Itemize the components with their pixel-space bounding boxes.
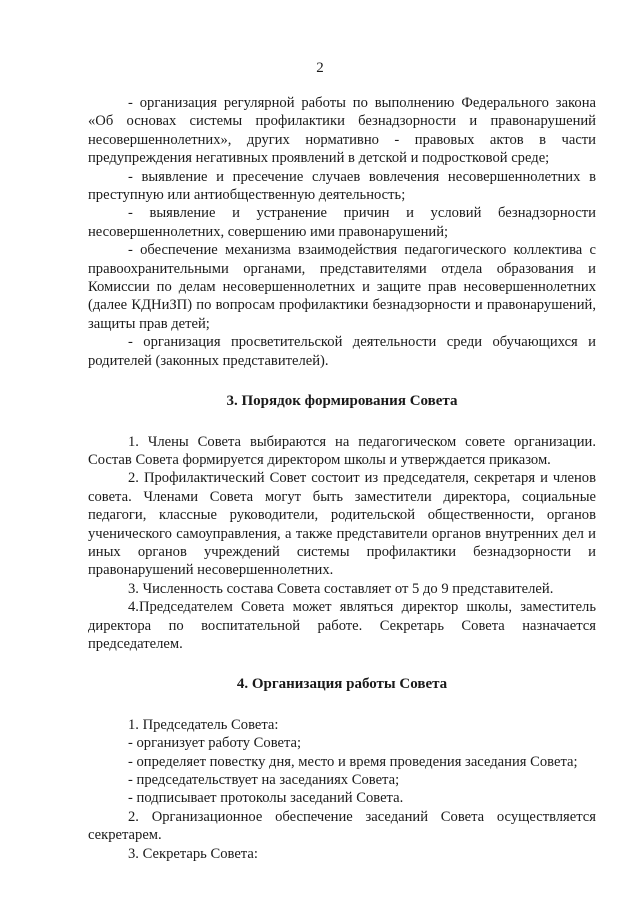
paragraph: 1. Члены Совета выбираются на педагогическом совете организации. Состав Совета формируется директором школы и утверждается приказом. [88, 433, 596, 468]
paragraph: 1. Председатель Совета: [128, 716, 279, 733]
list-item: - председательствует на заседаниях Совета; [128, 772, 400, 788]
list-item: - обеспечение механизма взаимодействия педагогического коллектива с правоохранительными органами, представителями отдела образования и Комиссии по делам несовершеннолетних и защите прав несовершеннолетних (далее КДНиЗП) по вопросам профилактики безнадзорности и правонарушений, защиты прав детей; [88, 242, 596, 332]
list-item: - организация регулярной работы по выполнению Федерального закона «Об основах системы профилактики безнадзорности и правонарушений несовершеннолетних», других нормативно - правовых актов в части предупреждения негативных проявлений в детской и подростковой среде; [88, 95, 596, 167]
section-heading: 3. Порядок формирования Совета [226, 393, 458, 410]
list-item: - выявление и устранение причин и условий безнадзорности несовершеннолетних, совершению ими правонарушений; [88, 205, 596, 240]
paragraph: 3. Численность состава Совета составляет от 5 до 9 представителей. [128, 580, 554, 597]
list-item: - определяет повестку дня, место и время проведения заседания Совета; [128, 753, 578, 770]
paragraph: 4.Председателем Совета может являться директор школы, заместитель директора по воспитательной работе. Секретарь Совета назначается председателем. [88, 599, 596, 652]
page-number: 2 [316, 60, 324, 76]
paragraph: 2. Организационное обеспечение заседаний Совета осуществляется секретарем. [88, 808, 596, 844]
list-item: - организует работу Совета; [128, 735, 302, 752]
list-item: - организация просветительской деятельности среди обучающихся и родителей (законных представителей). [88, 334, 596, 369]
section-heading: 4. Организация работы Совета [236, 676, 448, 693]
list-item: - подписывает протоколы заседаний Совета. [128, 790, 404, 807]
list-item: - выявление и пресечение случаев вовлечения несовершеннолетних в преступную или антиобщественную деятельность; [88, 168, 596, 204]
paragraph: 3. Секретарь Совета: [128, 845, 258, 862]
document-body [88, 94, 596, 863]
paragraph: 2. Профилактический Совет состоит из председателя, секретаря и членов совета. Членами Совета могут быть заместители директора, социальные педагоги, классные руководители, родительской общественности, органов ученического самоуправления, а также представители органов внутренних дел и иных органов учреждений системы профилактики безнадзорности и правонарушений несовершеннолетних. [88, 470, 596, 579]
